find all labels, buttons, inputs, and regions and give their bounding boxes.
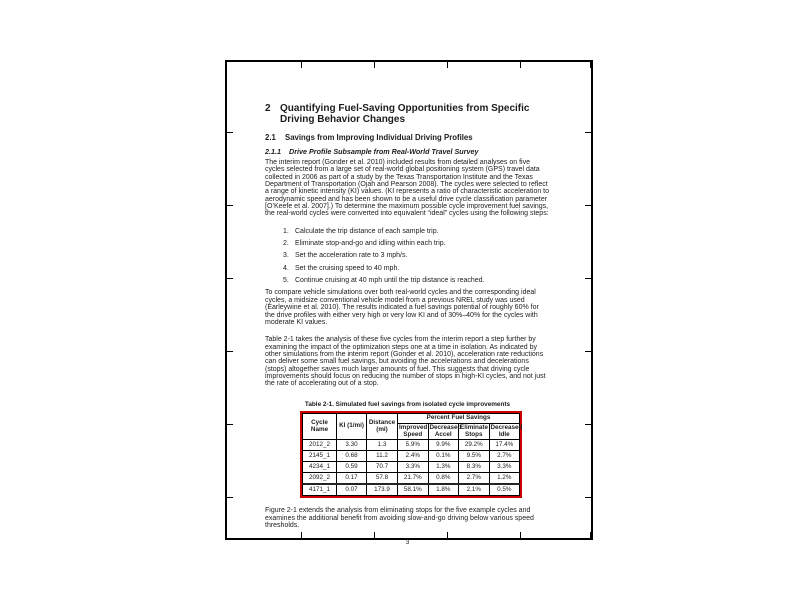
col-header-decreased-idle: Decreased Idle xyxy=(489,423,520,440)
ruler-tick xyxy=(374,62,375,68)
cell-distance: 173.9 xyxy=(367,484,398,496)
document-page xyxy=(265,103,550,547)
cell-decreased-idle: 0.5% xyxy=(489,484,520,496)
ruler-tick xyxy=(447,532,448,538)
cell-improved-speed: 21.7% xyxy=(398,473,429,485)
col-header-decreased-accel: Decreased Accel xyxy=(428,423,459,440)
col-header-distance: Distance (mi) xyxy=(367,413,398,439)
ruler-tick xyxy=(301,532,302,538)
cell-cycle-name: 2092_2 xyxy=(303,473,337,485)
list-item-number: 1. xyxy=(283,227,289,235)
table-row xyxy=(303,473,520,485)
subsection-number: 2.1.1 xyxy=(265,147,281,156)
list-item-text: Eliminate stop-and-go and idling within each trip. xyxy=(295,240,446,248)
section-title: Savings from Improving Individual Driving Profiles xyxy=(285,133,473,142)
chapter-number: 2 xyxy=(265,103,271,114)
ruler-tick xyxy=(585,424,591,425)
ruler-tick xyxy=(520,62,521,68)
ruler-tick xyxy=(227,351,233,352)
list-item-text: Set the acceleration rate to 3 mph/s. xyxy=(295,252,408,260)
table-highlight-box xyxy=(300,411,522,498)
list-item-number: 5. xyxy=(283,277,289,285)
list-item xyxy=(265,252,550,259)
list-item-number: 2. xyxy=(283,240,289,248)
cell-improved-speed: 3.3% xyxy=(398,462,429,473)
cell-improved-speed: 5.9% xyxy=(398,440,429,451)
cell-eliminate-stops: 2.1% xyxy=(459,484,490,496)
list-item xyxy=(265,240,550,247)
cell-distance: 11.2 xyxy=(367,451,398,462)
cell-ki: 0.07 xyxy=(337,484,367,496)
ruler-tick xyxy=(585,278,591,279)
page-number: 3 xyxy=(405,539,410,547)
ruler-tick xyxy=(374,532,375,538)
subsection-title: Drive Profile Subsample from Real-World Travel Survey xyxy=(289,147,479,156)
cell-improved-speed: 2.4% xyxy=(398,451,429,462)
paragraph-figure-intro: Figure 2-1 extends the analysis from eliminating stops for the five example cycles and examines the additional benefit from avoiding slow-and-go driving below various speed thresholds. xyxy=(265,507,534,530)
table-row xyxy=(303,484,520,496)
col-header-cycle-name: Cycle Name xyxy=(303,413,337,439)
cell-decreased-accel: 9.9% xyxy=(428,440,459,451)
col-header-ki: KI (1/mi) xyxy=(337,413,367,439)
cell-decreased-accel: 1.3% xyxy=(428,462,459,473)
ruler-tick xyxy=(447,62,448,68)
ruler-tick xyxy=(585,351,591,352)
col-header-group-percent-fuel-savings: Percent Fuel Savings xyxy=(398,413,520,423)
cell-decreased-idle: 17.4% xyxy=(489,440,520,451)
cell-ki: 0.59 xyxy=(337,462,367,473)
table-caption: Table 2-1. Simulated fuel savings from isolated cycle improvements xyxy=(304,400,511,408)
chapter-title: Quantifying Fuel-Saving Opportunities from Specific Driving Behavior Changes xyxy=(280,103,530,125)
cell-distance: 70.7 xyxy=(367,462,398,473)
page-viewer-frame xyxy=(225,60,593,547)
list-item xyxy=(265,277,550,284)
paragraph-table-discussion: Table 2-1 takes the analysis of these five cycles from the interim report a step further by examining the impact of the optimization steps one at a time in isolation. As indicated by other simulations from the interim report (Gonder et al. 2010), acceleration rate reductions can deliver some small fuel savings, but avoiding the accelerations and decelerations (stops) altogether saves much larger amounts of fuel. This suggests that driving cycle improvements should focus on reducing the number of stops in high-KI cycles, and not just the rate of accelerating out of a stop. xyxy=(265,336,546,388)
cell-decreased-idle: 1.2% xyxy=(489,473,520,485)
cell-decreased-accel: 0.8% xyxy=(428,473,459,485)
table-header xyxy=(303,413,523,439)
section-number: 2.1 xyxy=(265,133,276,142)
ruler-tick xyxy=(520,532,521,538)
subsection-heading xyxy=(265,147,550,156)
cell-decreased-accel: 0.1% xyxy=(428,451,459,462)
table-row xyxy=(303,462,520,473)
table-row xyxy=(303,451,520,462)
list-item-text: Set the cruising speed to 40 mph. xyxy=(295,264,400,272)
fuel-savings-table xyxy=(302,413,523,496)
cell-eliminate-stops: 29.2% xyxy=(459,440,490,451)
ruler-tick xyxy=(590,62,591,68)
cell-eliminate-stops: 2.7% xyxy=(459,473,490,485)
list-item-text: Calculate the trip distance of each sample trip. xyxy=(295,227,439,235)
ruler-tick xyxy=(227,132,233,133)
cell-cycle-name: 2145_1 xyxy=(303,451,337,462)
cell-cycle-name: 2012_2 xyxy=(303,440,337,451)
numbered-steps-list xyxy=(265,228,550,285)
paragraph-intro: The interim report (Gonder et al. 2010) included results from detailed analyses on five cycles selected from a large set of real-world global positioning system (GPS) travel data collected in 2006 as part of a study by the Texas Transportation Institute and the Texas Department of Transportation (Ojah and Pearson 2008). The cycles were selected to reflect a range of kinetic intensity (KI) values. (KI represents a ratio of characteristic acceleration to aerodynamic speed and has been shown to be a useful drive cycle classification parameter [O’Keefe et al. 2007].) To determine the maximum possible cycle improvement fuel savings, the real-world cycles were converted into equivalent “ideal” cycles using the following steps: xyxy=(265,159,550,218)
ruler-tick xyxy=(301,62,302,68)
cell-ki: 0.68 xyxy=(337,451,367,462)
cell-eliminate-stops: 8.3% xyxy=(459,462,490,473)
paragraph-compare: To compare vehicle simulations over both real-world cycles and the corresponding ideal cycles, a midsize conventional vehicle model from a previous NREL study was used (Earleywine et al. 2010). The results indicated a fuel savings potential of roughly 60% for the drive profiles with either very high or very low KI and of 30%–40% for the cycles with moderate KI values. xyxy=(265,289,539,326)
section-heading xyxy=(265,133,550,142)
ruler-tick xyxy=(227,424,233,425)
ruler-tick xyxy=(227,278,233,279)
cell-cycle-name: 4171_1 xyxy=(303,484,337,496)
cell-cycle-name: 4234_1 xyxy=(303,462,337,473)
cell-ki: 3.30 xyxy=(337,440,367,451)
list-item-number: 3. xyxy=(283,252,289,260)
ruler-tick xyxy=(227,205,233,206)
ruler-tick xyxy=(585,497,591,498)
ruler-tick xyxy=(227,497,233,498)
cell-decreased-accel: 1.8% xyxy=(428,484,459,496)
ruler-tick xyxy=(585,205,591,206)
cell-distance: 1.3 xyxy=(367,440,398,451)
list-item-number: 4. xyxy=(283,264,289,272)
table-row xyxy=(303,440,520,451)
cell-decreased-idle: 2.7% xyxy=(489,451,520,462)
chapter-heading xyxy=(265,103,550,125)
ruler-tick xyxy=(585,132,591,133)
cell-eliminate-stops: 9.5% xyxy=(459,451,490,462)
col-header-improved-speed: Improved Speed xyxy=(398,423,429,440)
cell-distance: 57.8 xyxy=(367,473,398,485)
list-item xyxy=(265,228,550,235)
cell-ki: 0.17 xyxy=(337,473,367,485)
cell-improved-speed: 58.1% xyxy=(398,484,429,496)
col-header-eliminate-stops: Eliminate Stops xyxy=(459,423,490,440)
list-item-text: Continue cruising at 40 mph until the trip distance is reached. xyxy=(295,277,485,285)
cell-decreased-idle: 3.3% xyxy=(489,462,520,473)
list-item xyxy=(265,265,550,272)
ruler-tick xyxy=(590,532,591,538)
